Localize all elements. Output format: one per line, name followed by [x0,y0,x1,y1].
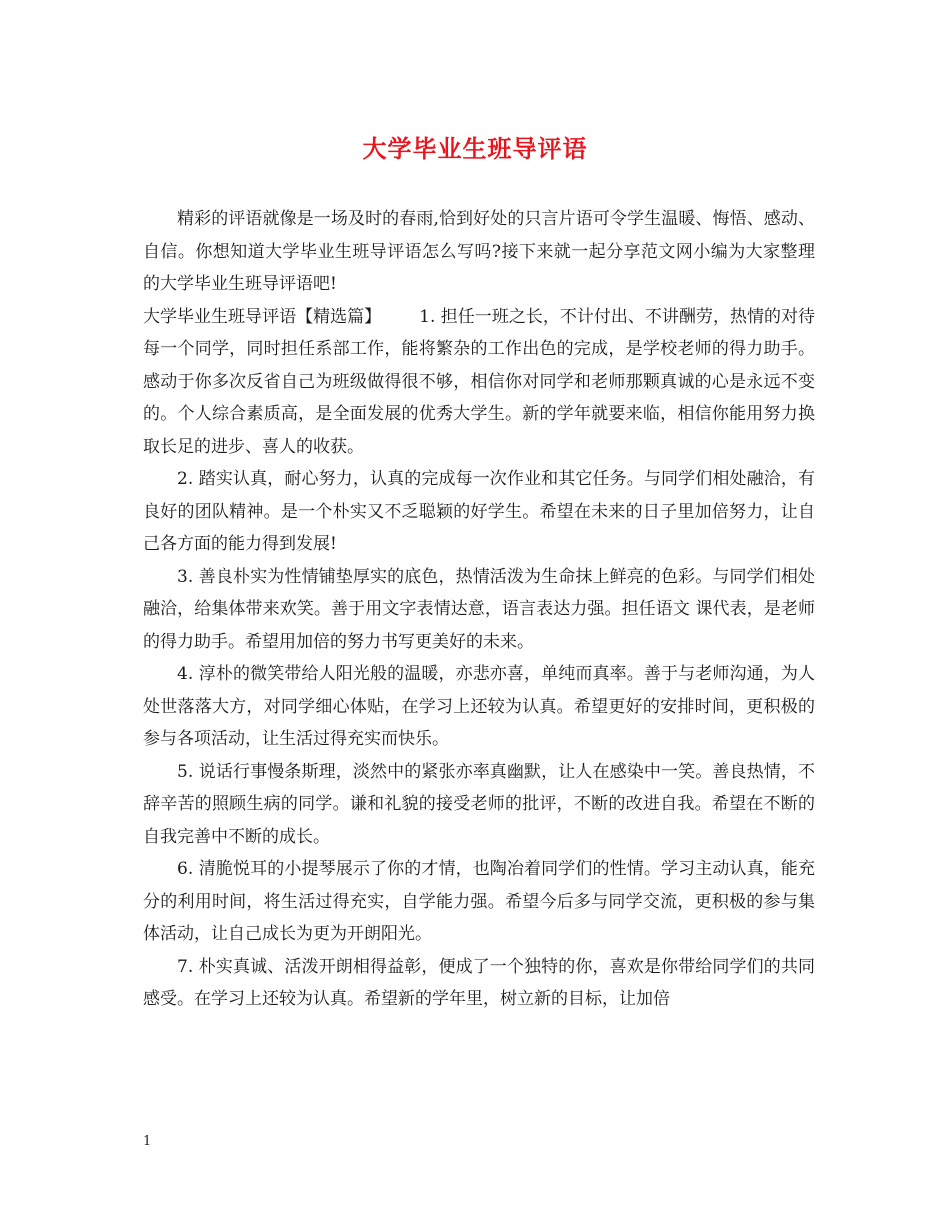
document-body [143,203,815,1016]
comment-paragraph-7: 7. 朴实真诚、活泼开朗相得益彰，便成了一个独特的你，喜欢是你带给同学们的共同感受。在学习上还较为认真。希望新的学年里，树立新的目标，让加倍 [143,956,815,1009]
comment-1-text: 1. 担任一班之长，不计付出、不讲酬劳，热情的对待每一个同学，同时担任系部工作，能将繁杂的工作出色的完成，是学校老师的得力助手。感动于你多次反省自己为班级做得很不够，相信你对同学和老师那颗真诚的心是永远不变的。个人综合素质高，是全面发展的优秀大学生。新的学年就要来临，相信你能用努力换取长足的进步、喜人的收获。 [143,306,816,457]
intro-paragraph: 精彩的评语就像是一场及时的春雨,恰到好处的只言片语可令学生温暖、悔悟、感动、自信。你想知道大学毕业生班导评语怎么写吗?接下来就一起分享范文网小编为大家整理的大学毕业生班导评语吧! [143,209,815,294]
page-title: 大学毕业生班导评语 [362,134,588,163]
comment-paragraph-3: 3. 善良朴实为性情铺垫厚实的底色，热情活泼为生命抹上鲜亮的色彩。与同学们相处融洽，给集体带来欢笑。善于用文字表情达意，语言表达力强。担任语文 课代表，是老师的得力助手。希望用加倍的努力书写更美好的未来。 [143,566,815,652]
comment-paragraph-6: 6. 清脆悦耳的小提琴展示了你的才情，也陶冶着同学们的性情。学习主动认真，能充分的利用时间，将生活过得充实，自学能力强。希望今后多与同学交流，更积极的参与集体活动，让自己成长为更为开朗阳光。 [143,859,815,944]
comment-paragraph-2: 2. 踏实认真，耐心努力，认真的完成每一次作业和其它任务。与同学们相处融洽，有良好的团队精神。是一个朴实又不乏聪颖的好学生。希望在未来的日子里加倍努力，让自己各方面的能力得到发展! [143,469,815,554]
page-number: 1 [143,1134,152,1149]
comment-paragraph-4: 4. 淳朴的微笑带给人阳光般的温暖，亦悲亦喜，单纯而真率。善于与老师沟通，为人处世落落大方，对同学细心体贴，在学习上还较为认真。希望更好的安排时间，更积极的参与各项活动，让生活过得充实而快乐。 [143,664,815,749]
section-paragraph-1 [143,301,815,464]
comment-paragraph-5: 5. 说话行事慢条斯理，淡然中的紧张亦率真幽默，让人在感染中一笑。善良热情，不辞辛苦的照顾生病的同学。谦和礼貌的接受老师的批评，不断的改进自我。希望在不断的自我完善中不断的成长。 [143,761,815,847]
section-heading: 大学毕业生班导评语【精选篇】 [143,306,382,327]
